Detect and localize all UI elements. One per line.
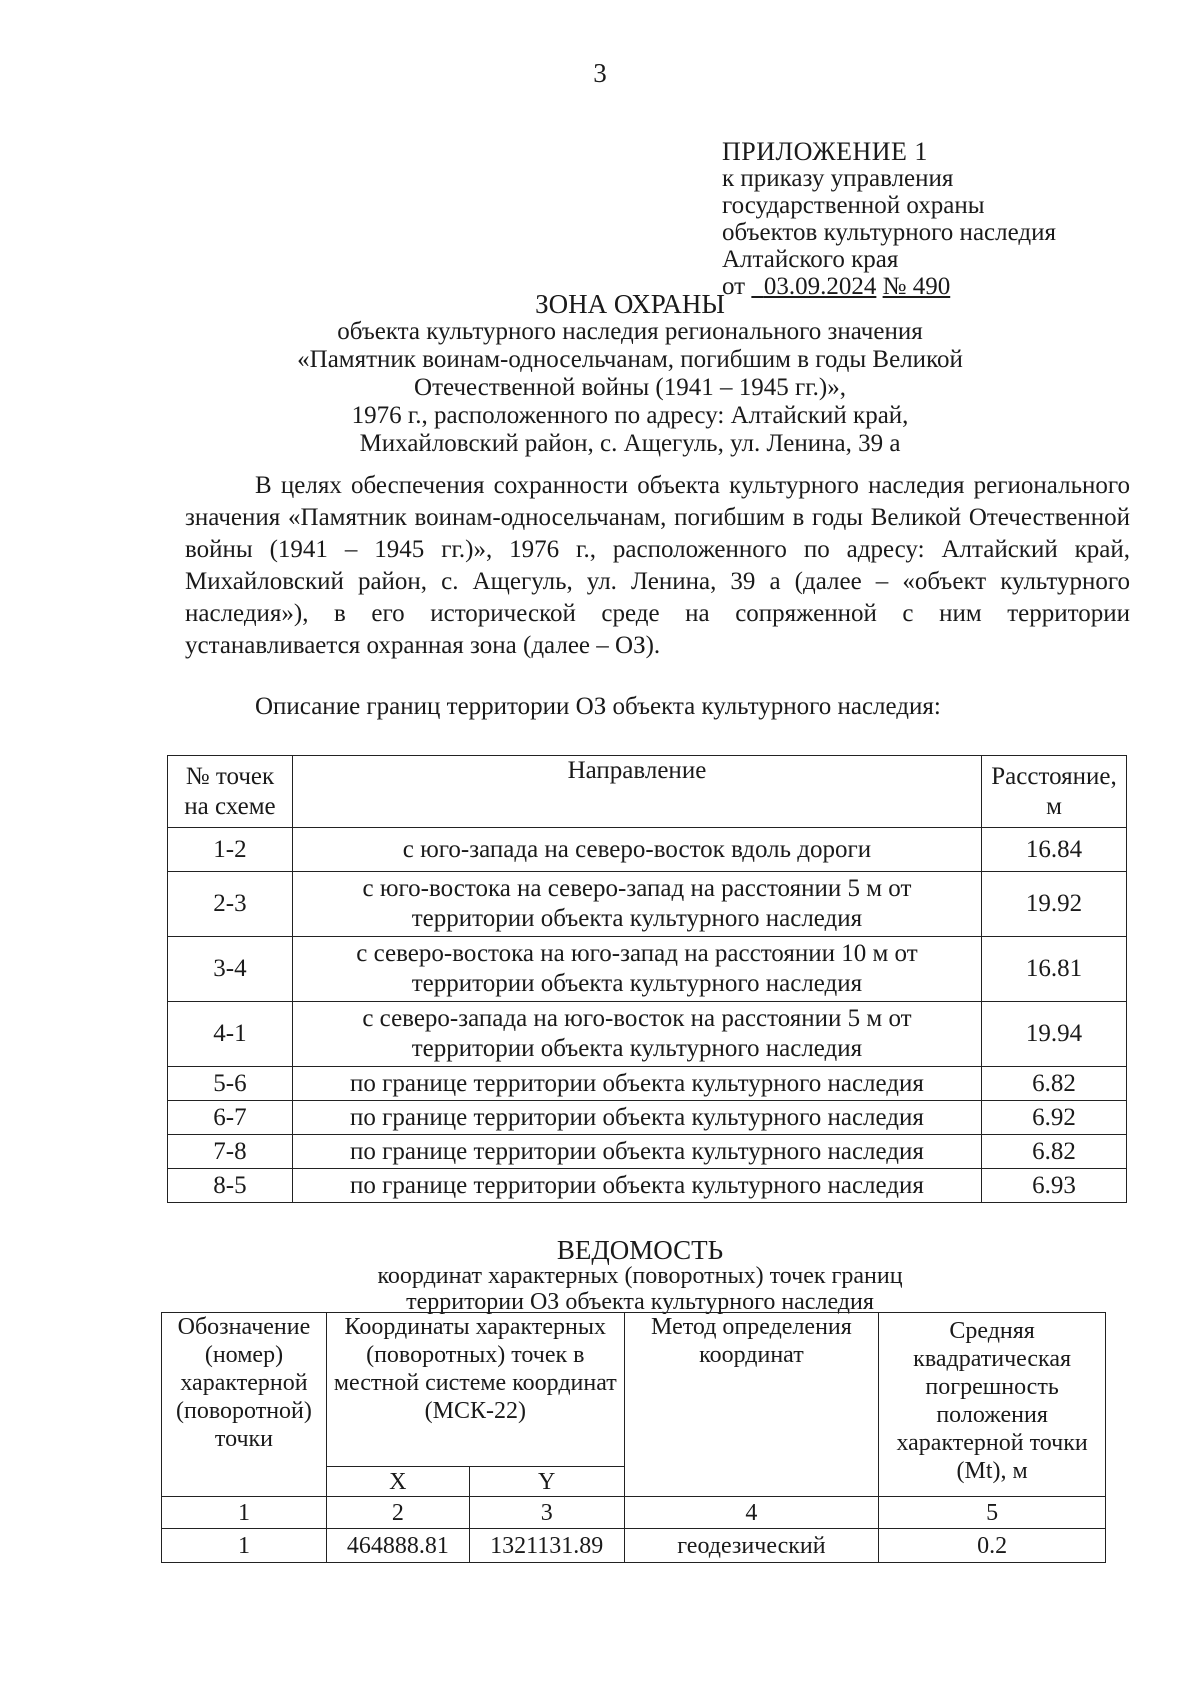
vedomost-title-block [240, 1237, 1040, 1315]
zone-title-line: 1976 г., расположенного по адресу: Алтайский край, [351, 402, 909, 429]
cell-distance: 6.82 [982, 1067, 1127, 1101]
header-points: № точек на схеме [168, 756, 293, 828]
column-number-row [162, 1497, 1106, 1529]
table-row [168, 1101, 1127, 1135]
cell-direction: по границе территории объекта культурного наследия [292, 1067, 981, 1101]
coords-table [161, 1312, 1106, 1563]
cell-distance: 16.84 [982, 828, 1127, 872]
header-direction: Направление [292, 756, 981, 828]
appendix-title: ПРИЛОЖЕНИЕ 1 [722, 137, 928, 166]
zone-title-line: объекта культурного наследия регионального значения [337, 318, 923, 345]
order-date: 03.09.2024 [763, 273, 877, 300]
cell-direction: с юго-востока на северо-запад на расстоянии 5 м от территории объекта культурного наследия [292, 872, 981, 937]
vedomost-subtitle: территории ОЗ объекта культурного наследия [406, 1289, 874, 1315]
header-y: Y [469, 1467, 624, 1497]
cell-method: геодезический [624, 1529, 879, 1563]
cell-points: 6-7 [168, 1101, 293, 1135]
cell-direction: с юго-запада на северо-восток вдоль дороги [292, 828, 981, 872]
cell-direction: с северо-запада на юго-восток на расстоянии 5 м от территории объекта культурного наследия [292, 1002, 981, 1067]
table-header-row [168, 756, 1127, 828]
table-row [168, 937, 1127, 1002]
cell-direction: с северо-востока на юго-запад на расстоянии 10 м от территории объекта культурного наследия [292, 937, 981, 1002]
cell-distance: 6.93 [982, 1169, 1127, 1203]
bounds-table [167, 755, 1127, 1203]
cell-distance: 16.81 [982, 937, 1127, 1002]
col-number: 1 [162, 1497, 327, 1529]
col-number: 4 [624, 1497, 879, 1529]
appendix-line: Алтайского края [722, 246, 899, 273]
zone-title-line: Михайловский район, с. Ащегуль, ул. Ленина, 39 а [359, 430, 901, 457]
cell-points: 7-8 [168, 1135, 293, 1169]
bounds-caption: Описание границ территории ОЗ объекта культурного наследия: [255, 693, 941, 720]
vedomost-title: ВЕДОМОСТЬ [556, 1235, 724, 1265]
cell-error: 0.2 [879, 1529, 1106, 1563]
table-header-row [162, 1313, 1106, 1467]
cell-point: 1 [162, 1529, 327, 1563]
order-number: № 490 [882, 273, 951, 300]
cell-points: 1-2 [168, 828, 293, 872]
table-row [168, 1169, 1127, 1203]
cell-points: 5-6 [168, 1067, 293, 1101]
header-x: X [326, 1467, 469, 1497]
appendix-block [722, 138, 1056, 300]
cell-direction: по границе территории объекта культурного наследия [292, 1101, 981, 1135]
cell-distance: 19.92 [982, 872, 1127, 937]
appendix-line: объектов культурного наследия [722, 219, 1056, 246]
cell-distance: 19.94 [982, 1002, 1127, 1067]
cell-distance: 6.82 [982, 1135, 1127, 1169]
table-row [168, 1067, 1127, 1101]
zone-title-block [240, 290, 1020, 458]
vedomost-subtitle: координат характерных (поворотных) точек границ [377, 1263, 903, 1289]
cell-points: 2-3 [168, 872, 293, 937]
header-error: Средняя квадратическая погрешность положения характерной точки (Mt), м [879, 1313, 1106, 1497]
cell-x: 464888.81 [326, 1529, 469, 1563]
col-number: 3 [469, 1497, 624, 1529]
cell-points: 3-4 [168, 937, 293, 1002]
header-coordinates: Координаты характерных (поворотных) точек в местной системе координат (МСК-22) [326, 1313, 624, 1467]
col-number: 5 [879, 1497, 1106, 1529]
header-designation: Обозначение (номер) характерной (поворотной) точки [162, 1313, 327, 1497]
header-method: Метод определения координат [624, 1313, 879, 1497]
main-paragraph [185, 470, 1130, 662]
cell-distance: 6.92 [982, 1101, 1127, 1135]
table-row [168, 872, 1127, 937]
appendix-line: к приказу управления [722, 165, 954, 192]
table-row [168, 1002, 1127, 1067]
cell-points: 4-1 [168, 1002, 293, 1067]
table-row [168, 828, 1127, 872]
cell-y: 1321131.89 [469, 1529, 624, 1563]
table-row [168, 1135, 1127, 1169]
zone-title-line: Отечественной войны (1941 – 1945 гг.)», [414, 374, 846, 401]
order-prefix: от [722, 273, 752, 300]
header-distance: Расстояние, м [982, 756, 1127, 828]
cell-direction: по границе территории объекта культурного наследия [292, 1169, 981, 1203]
cell-direction: по границе территории объекта культурного наследия [292, 1135, 981, 1169]
paragraph-text: В целях обеспечения сохранности объекта культурного наследия регионального значения «Памятник воинам-односельчанам, погибшим в годы Великой Отечественной войны (1941 – 1945 гг.)», 1976 г., расположенного по адресу: Алтайский край, Михайловский район, с. Ащегуль, ул. Ленина, 39 а (далее – «объект культурного наследия»), в его исторической среде на сопряженной с ним территории устанавливается охранная зона (далее – ОЗ). [185, 472, 1130, 659]
table-row [162, 1529, 1106, 1563]
col-number: 2 [326, 1497, 469, 1529]
appendix-line: государственной охраны [722, 192, 985, 219]
page-number: 3 [593, 58, 607, 88]
zone-title: ЗОНА ОХРАНЫ [535, 289, 725, 319]
cell-points: 8-5 [168, 1169, 293, 1203]
zone-title-line: «Памятник воинам-односельчанам, погибшим в годы Великой [297, 346, 963, 373]
